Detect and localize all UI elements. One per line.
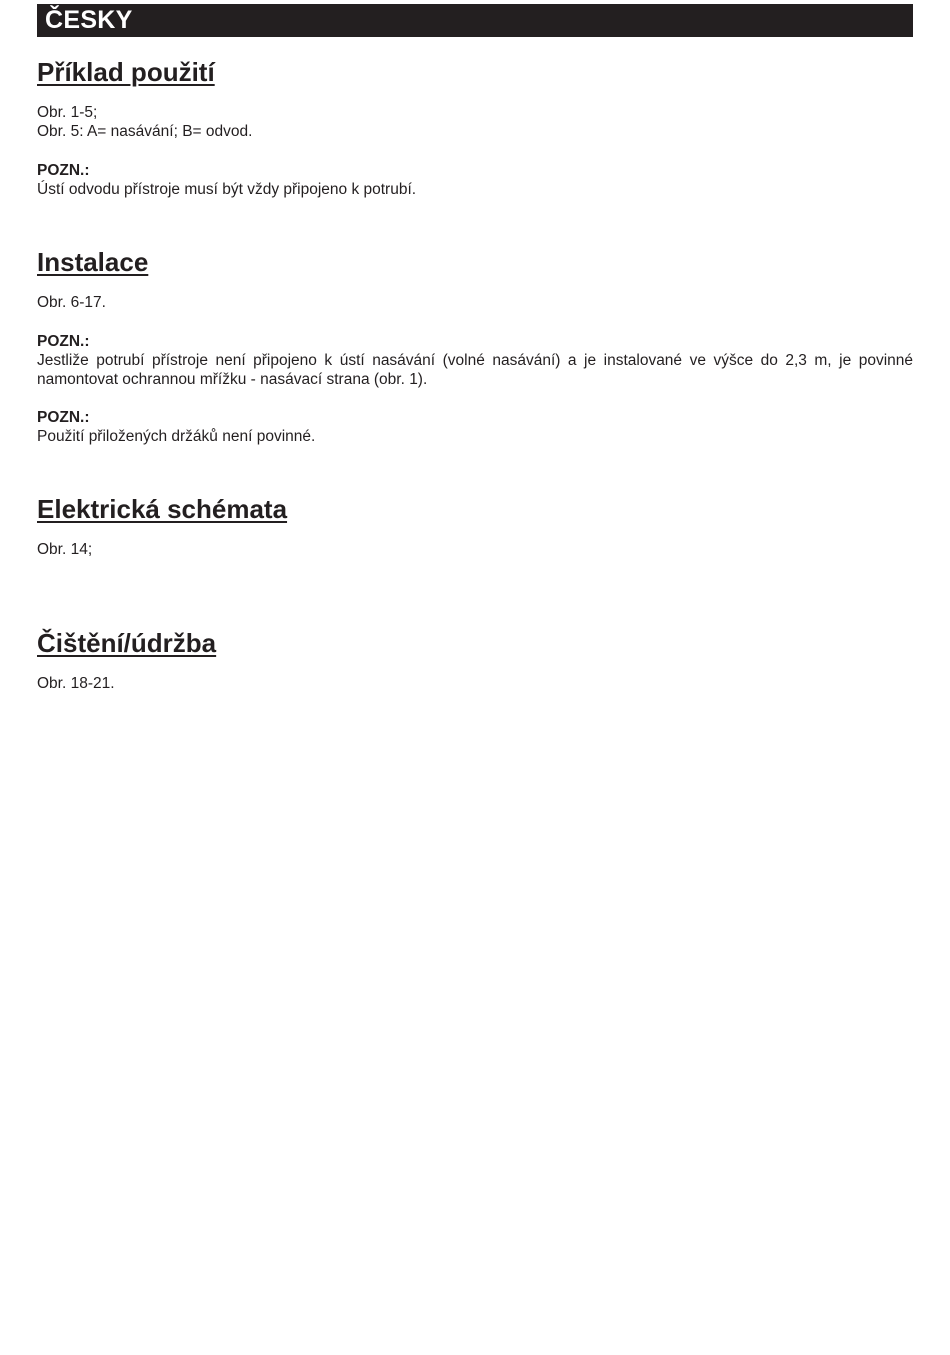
installation-note-2 <box>37 408 913 446</box>
installation-note-1 <box>37 332 913 389</box>
usage-note-text: Ústí odvodu přístroje musí být vždy připojeno k potrubí. <box>37 181 417 198</box>
section-title-installation: Instalace <box>37 247 149 277</box>
section-wiring <box>37 493 913 525</box>
usage-line-1: Obr. 1-5; <box>37 104 98 121</box>
section-installation <box>37 246 913 278</box>
maintenance-line-1: Obr. 18-21. <box>37 675 115 692</box>
installation-line-1: Obr. 6-17. <box>37 294 106 311</box>
section-title-wiring: Elektrická schémata <box>37 494 288 524</box>
installation-note-2-label: POZN.: <box>37 409 90 426</box>
installation-note-1-text: Jestliže potrubí přístroje není připojeno k ústí nasávání (volné nasávání) a je instalované ve výšce do 2,3 m, je povinné namontovat ochrannou mřížku - nasávací strana (obr. 1). <box>37 352 913 388</box>
section-installation-body <box>37 293 913 312</box>
installation-note-2-text: Použití přiložených držáků není povinné. <box>37 428 316 445</box>
section-usage <box>37 56 913 88</box>
section-title-maintenance: Čištění/údržba <box>37 628 217 658</box>
language-label: ČESKY <box>45 6 133 34</box>
section-wiring-body <box>37 540 913 559</box>
installation-note-1-label: POZN.: <box>37 333 90 350</box>
wiring-line-1: Obr. 14; <box>37 541 93 558</box>
section-title-usage: Příklad použití <box>37 57 215 87</box>
language-header-bar <box>37 4 913 37</box>
section-maintenance <box>37 627 913 659</box>
usage-line-2: Obr. 5: A= nasávání; B= odvod. <box>37 123 253 140</box>
section-usage-body <box>37 103 913 141</box>
usage-note-label: POZN.: <box>37 162 90 179</box>
document-page <box>37 4 913 692</box>
usage-note <box>37 161 913 199</box>
section-maintenance-body <box>37 674 913 693</box>
